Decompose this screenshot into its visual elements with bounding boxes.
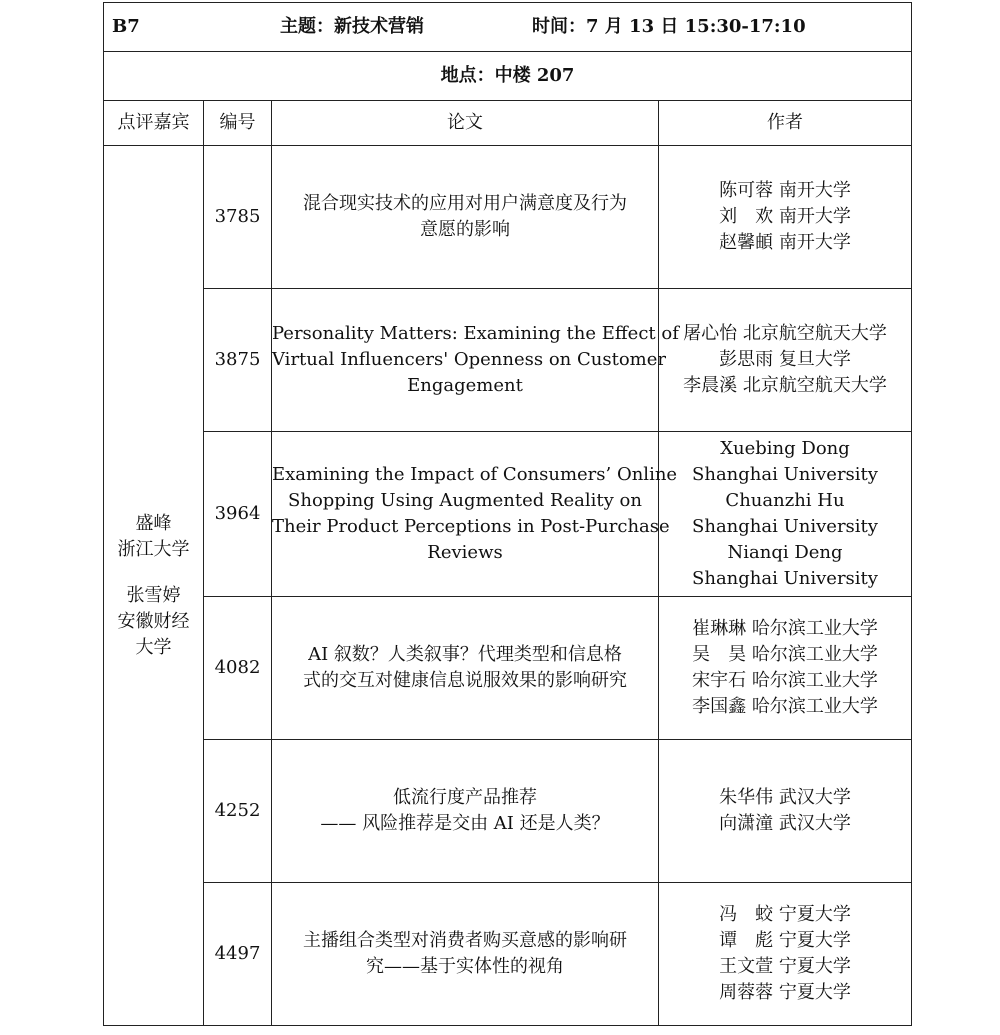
- paper-title-line: Personality Matters: Examining the Effect of: [272, 323, 679, 344]
- paper-title: [272, 146, 659, 289]
- author-line: 宋宇石 哈尔滨工业大学: [692, 670, 878, 691]
- column-header-reviewer: 点评嘉宾: [104, 101, 204, 146]
- paper-number: 3875: [204, 289, 272, 432]
- paper-authors: [659, 740, 912, 883]
- reviewer-name: 张雪婷: [126, 584, 181, 606]
- paper-title-line: AI 叙数？人类叙事？代理类型和信息格: [308, 644, 622, 665]
- session-time: 时间：7 月 13 日 15:30-17:10: [532, 16, 806, 37]
- paper-title-line: Shopping Using Augmented Reality on: [288, 490, 642, 511]
- author-line: 朱华伟 武汉大学: [719, 787, 851, 808]
- paper-title: [272, 597, 659, 740]
- reviewer-affiliation: 浙江大学: [117, 538, 190, 560]
- reviewer-spacer: [104, 563, 203, 583]
- paper-title-line: Examining the Impact of Consumers’ Online: [272, 464, 678, 485]
- session-topic: 主题：新技术营销: [280, 16, 424, 37]
- author-line: Shanghai University: [692, 516, 878, 537]
- reviewer-affiliation-continued: 大学: [135, 636, 172, 658]
- paper-title-line: Virtual Influencers' Openness on Customer: [272, 349, 666, 370]
- table-row: [104, 740, 912, 883]
- session-header-cell: [104, 3, 912, 52]
- author-line: 李晨溪 北京航空航天大学: [683, 375, 887, 396]
- column-header-authors: 作者: [659, 101, 912, 146]
- author-line: 陈可蓉 南开大学: [719, 180, 851, 201]
- session-schedule-table: [103, 2, 912, 1026]
- reviewer-name: 盛峰: [135, 512, 172, 534]
- column-header-row: [104, 101, 912, 146]
- author-line: Shanghai University: [692, 464, 878, 485]
- table-row: [104, 883, 912, 1026]
- table-row: [104, 289, 912, 432]
- author-line: 吴 昊 哈尔滨工业大学: [692, 644, 878, 665]
- reviewer-affiliation: 安徽财经: [117, 610, 190, 632]
- author-line: 屠心怡 北京航空航天大学: [683, 323, 887, 344]
- paper-number: 4082: [204, 597, 272, 740]
- paper-title: [272, 740, 659, 883]
- author-line: 谭 彪 宁夏大学: [719, 930, 851, 951]
- author-line: 崔琳琳 哈尔滨工业大学: [692, 618, 878, 639]
- paper-title-line: 低流行度产品推荐: [393, 787, 537, 808]
- paper-title-line: Engagement: [407, 375, 523, 396]
- reviewer-cell: [104, 146, 204, 1026]
- paper-title-line: 式的交互对健康信息说服效果的影响研究: [303, 670, 627, 691]
- author-line: Nianqi Deng: [727, 542, 843, 563]
- column-header-paper: 论文: [272, 101, 659, 146]
- paper-number: 4497: [204, 883, 272, 1026]
- table-row: [104, 432, 912, 597]
- session-code: B7: [112, 16, 140, 37]
- paper-authors: [659, 883, 912, 1026]
- paper-title-line: Reviews: [427, 542, 503, 563]
- paper-authors: [659, 289, 912, 432]
- paper-title-line: —— 风险推荐是交由 AI 还是人类？: [320, 813, 610, 834]
- location-row: [104, 52, 912, 101]
- paper-number: 3964: [204, 432, 272, 597]
- author-line: 刘 欢 南开大学: [719, 206, 851, 227]
- author-line: 彭思雨 复旦大学: [719, 349, 851, 370]
- author-line: 王文萱 宁夏大学: [719, 956, 851, 977]
- column-header-number: 编号: [204, 101, 272, 146]
- session-header-row: [104, 3, 912, 52]
- author-line: 赵馨頔 南开大学: [719, 232, 851, 253]
- paper-title: [272, 432, 678, 597]
- paper-authors: [659, 597, 912, 740]
- paper-title-line: 究——基于实体性的视角: [366, 956, 564, 977]
- paper-title: [272, 883, 659, 1026]
- paper-authors: [659, 432, 912, 597]
- session-location: 地点：中楼 207: [104, 52, 912, 101]
- paper-number: 3785: [204, 146, 272, 289]
- author-line: 向潇潼 武汉大学: [719, 813, 851, 834]
- author-line: Xuebing Dong: [720, 438, 850, 459]
- paper-title: [272, 289, 679, 432]
- table-row: [104, 597, 912, 740]
- paper-title-line: 混合现实技术的应用对用户满意度及行为: [303, 193, 627, 214]
- paper-authors: [659, 146, 912, 289]
- author-line: 冯 蛟 宁夏大学: [719, 904, 851, 925]
- author-line: Shanghai University: [692, 568, 878, 589]
- paper-number: 4252: [204, 740, 272, 883]
- table-row: [104, 146, 912, 289]
- author-line: Chuanzhi Hu: [725, 490, 845, 511]
- paper-title-line: 意愿的影响: [420, 219, 510, 240]
- paper-title-line: Their Product Perceptions in Post-Purchase: [272, 516, 670, 537]
- author-line: 李国鑫 哈尔滨工业大学: [692, 696, 878, 717]
- author-line: 周蓉蓉 宁夏大学: [719, 982, 851, 1003]
- paper-title-line: 主播组合类型对消费者购买意感的影响研: [303, 930, 627, 951]
